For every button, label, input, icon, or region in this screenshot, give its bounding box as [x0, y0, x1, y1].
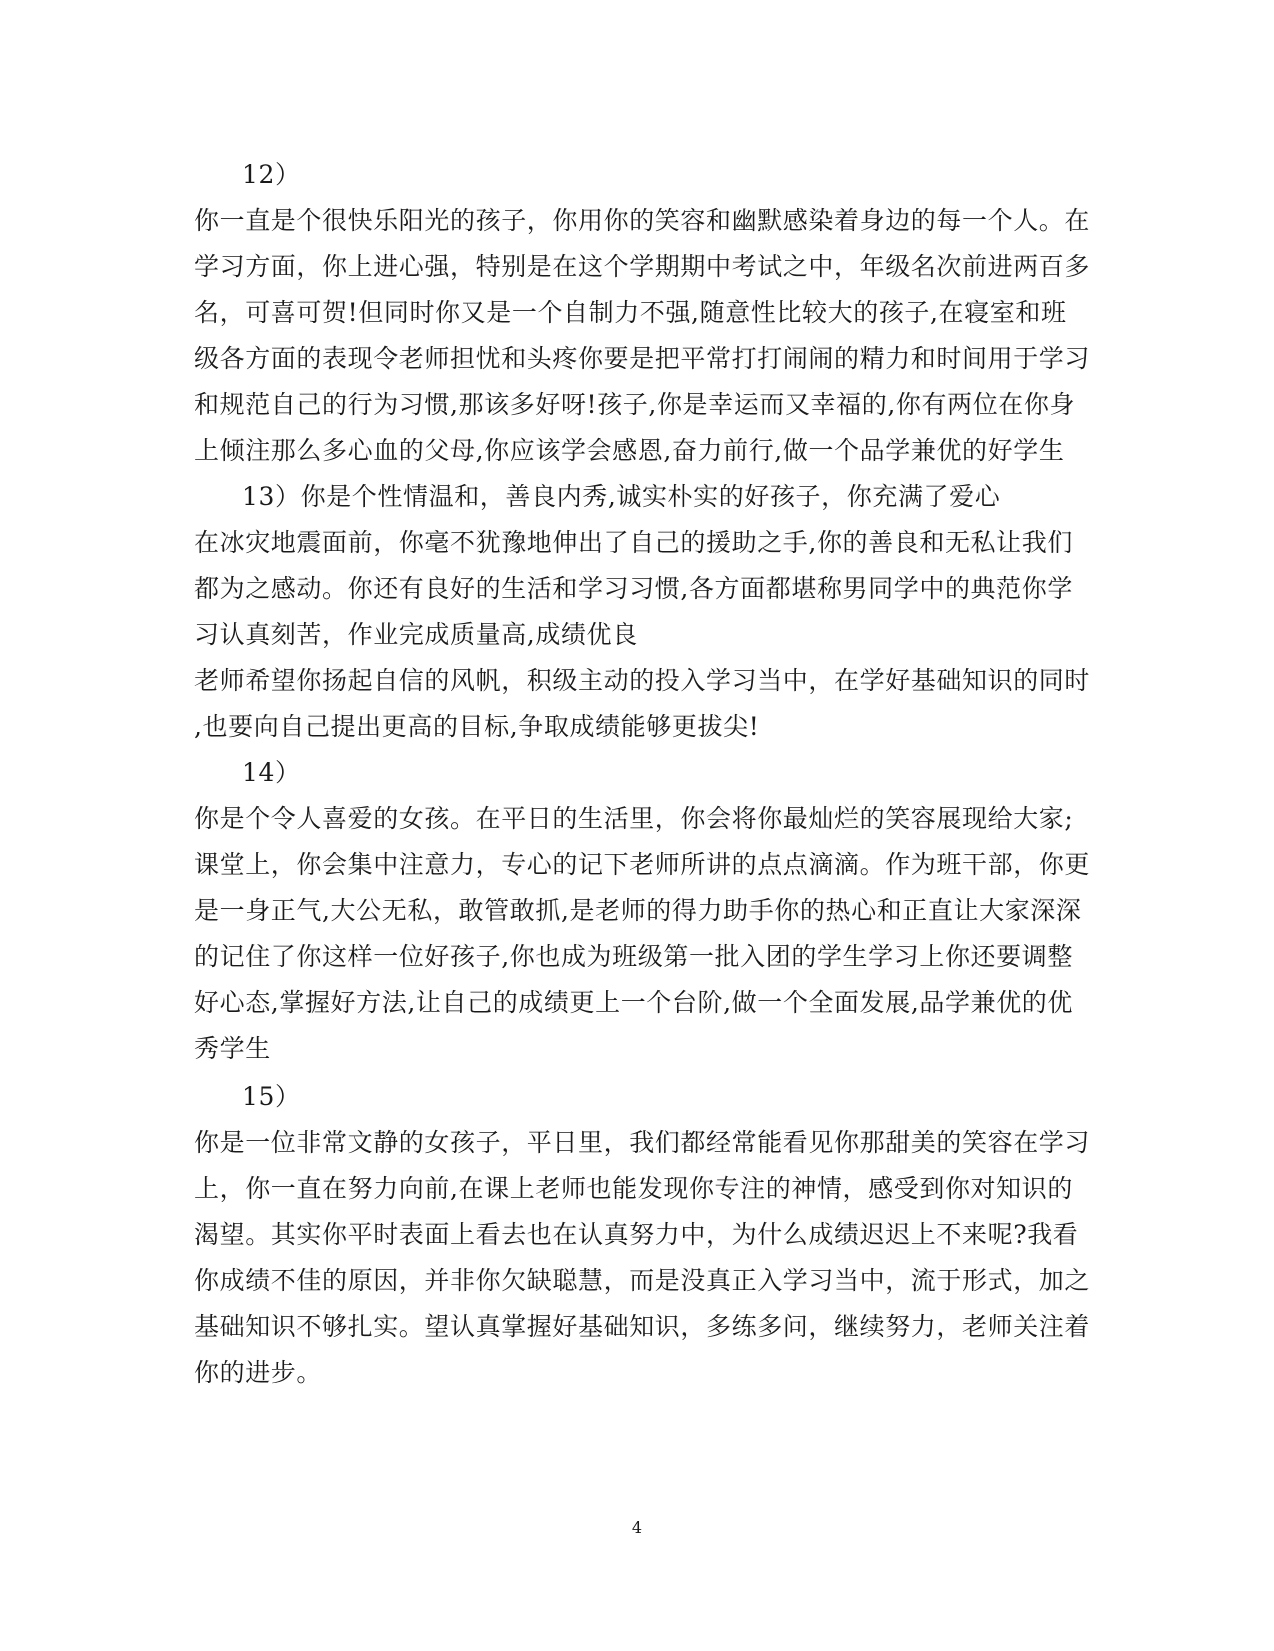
- text-line: 在冰灾地震面前，你毫不犹豫地伸出了自己的援助之手,你的善良和无私让我们: [194, 528, 1073, 557]
- text-line: ,也要向自己提出更高的目标,争取成绩能够更拔尖!: [194, 712, 760, 741]
- item-number-14: 14）: [242, 758, 301, 787]
- text-line: 你的进步。: [194, 1358, 323, 1387]
- item-number-15: 15）: [242, 1082, 301, 1111]
- text-line: 你一直是个很快乐阳光的孩子，你用你的笑容和幽默感染着身边的每一个人。在: [194, 206, 1091, 235]
- text-line: 秀学生: [194, 1034, 271, 1063]
- text-line: 你是一位非常文静的女孩子，平日里，我们都经常能看见你那甜美的笑容在学习: [194, 1128, 1091, 1157]
- text-line: 渴望。其实你平时表面上看去也在认真努力中，为什么成绩迟迟上不来呢?我看: [194, 1220, 1079, 1249]
- text-line: 上，你一直在努力向前,在课上老师也能发现你专注的神情，感受到你对知识的: [194, 1174, 1073, 1203]
- text-line: 级各方面的表现令老师担忧和头疼你要是把平常打打闹闹的精力和时间用于学习: [194, 344, 1091, 373]
- text-line: 你成绩不佳的原因，并非你欠缺聪慧，而是没真正入学习当中，流于形式，加之: [194, 1266, 1091, 1295]
- item-number-12: 12）: [242, 160, 301, 189]
- text-line: 都为之感动。你还有良好的生活和学习习惯,各方面都堪称男同学中的典范你学: [194, 574, 1073, 603]
- text-line: 学习方面，你上进心强，特别是在这个学期期中考试之中，年级名次前进两百多: [194, 252, 1091, 281]
- text-line: 习认真刻苦，作业完成质量高,成绩优良: [194, 620, 638, 649]
- text-line: 的记住了你这样一位好孩子,你也成为班级第一批入团的学生学习上你还要调整: [194, 942, 1073, 971]
- text-line: 名，可喜可贺!但同时你又是一个自制力不强,随意性比较大的孩子,在寝室和班: [194, 298, 1067, 327]
- text-line: 上倾注那么多心血的父母,你应该学会感恩,奋力前行,做一个品学兼优的好学生: [194, 436, 1065, 465]
- text-line: 老师希望你扬起自信的风帆，积级主动的投入学习当中，在学好基础知识的同时: [194, 666, 1091, 695]
- text-line: 你是个令人喜爱的女孩。在平日的生活里，你会将你最灿烂的笑容展现给大家;: [194, 804, 1074, 833]
- text-line: 课堂上，你会集中注意力，专心的记下老师所讲的点点滴滴。作为班干部，你更: [194, 850, 1091, 879]
- text-line: 基础知识不够扎实。望认真掌握好基础知识，多练多问，继续努力，老师关注着: [194, 1312, 1091, 1341]
- text-line: 好心态,掌握好方法,让自己的成绩更上一个台阶,做一个全面发展,品学兼优的优: [194, 988, 1073, 1017]
- item-number-13-line: 13）你是个性情温和，善良内秀,诚实朴实的好孩子，你充满了爱心: [242, 482, 1001, 511]
- text-line: 是一身正气,大公无私，敢管敢抓,是老师的得力助手你的热心和正直让大家深深: [194, 896, 1082, 925]
- text-line: 和规范自己的行为习惯,那该多好呀!孩子,你是幸运而又幸福的,你有两位在你身: [194, 390, 1076, 419]
- page-number: 4: [631, 1518, 643, 1537]
